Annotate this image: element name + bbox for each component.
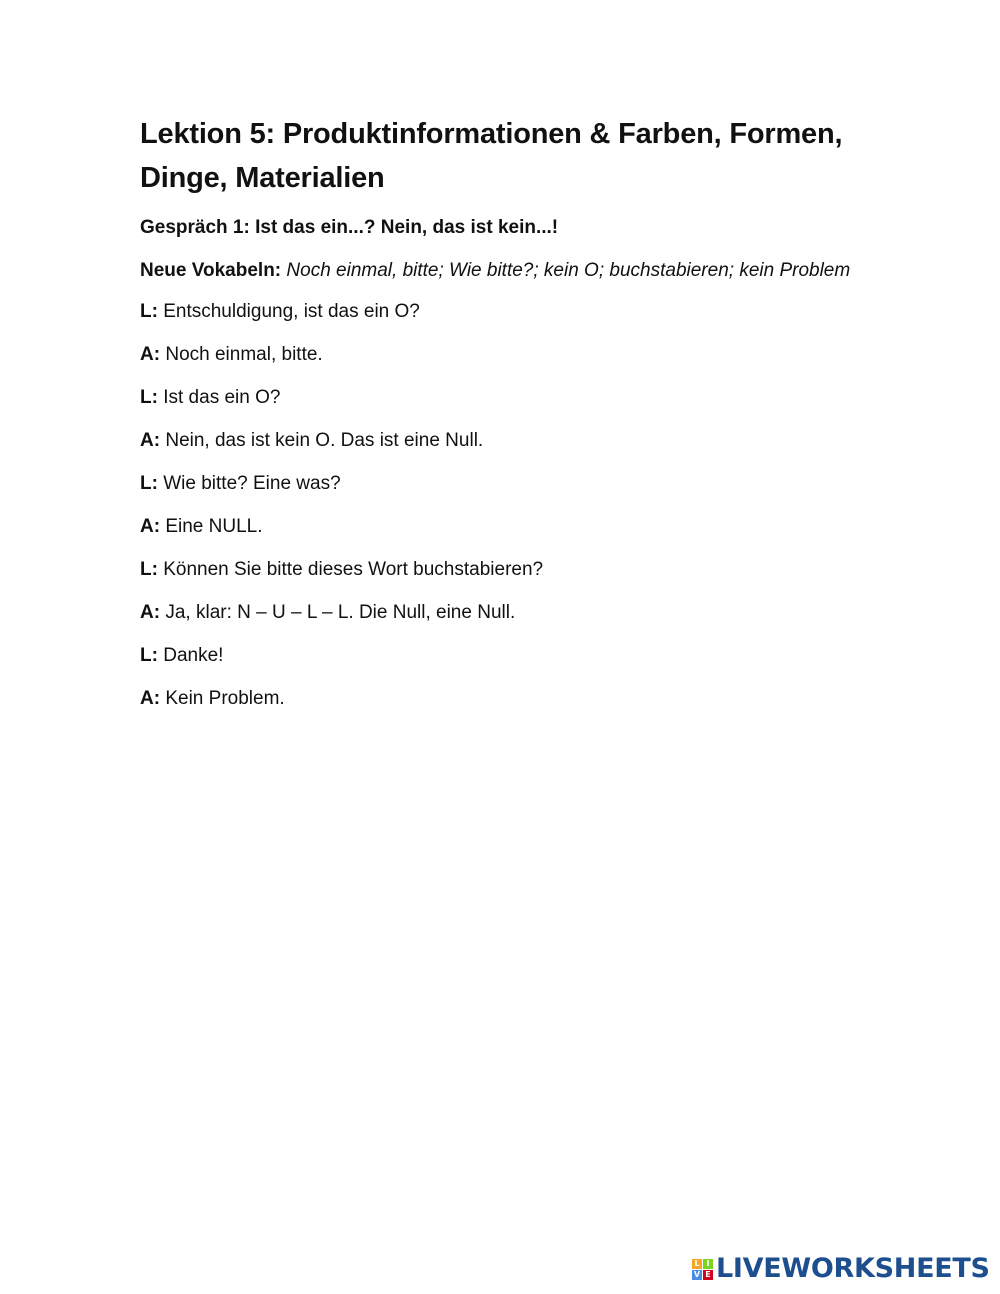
dialogue-line (140, 384, 870, 412)
logo-text: LIVEWORKSHEETS (716, 1253, 990, 1284)
vocabulary-label: Neue Vokabeln: (140, 260, 282, 281)
speaker-label: A: (140, 516, 161, 537)
speaker-label: L: (140, 645, 158, 666)
dialogue-text: Noch einmal, bitte. (165, 344, 323, 365)
vocabulary-line (140, 256, 870, 286)
dialogue-line (140, 427, 870, 455)
dialogue-text: Können Sie bitte dieses Wort buchstabieren? (163, 559, 544, 580)
dialogue-line (140, 599, 870, 627)
dialogue-text: Ist das ein O? (163, 387, 281, 408)
dialogue-line (140, 341, 870, 369)
speaker-label: A: (140, 688, 161, 709)
speaker-label: L: (140, 387, 158, 408)
dialogue-text: Eine NULL. (165, 516, 263, 537)
dialogue-text: Entschuldigung, ist das ein O? (163, 301, 420, 322)
page-title: Lektion 5: Produktinformationen & Farben, Formen, Dinge, Materialien (140, 118, 843, 194)
speaker-label: L: (140, 301, 158, 322)
dialogue-line (140, 513, 870, 541)
liveworksheets-logo (692, 1254, 990, 1284)
worksheet-page (140, 112, 870, 728)
speaker-label: L: (140, 559, 158, 580)
dialogue-text: Kein Problem. (165, 688, 285, 709)
speaker-label: A: (140, 430, 161, 451)
dialogue-text: Wie bitte? Eine was? (163, 473, 341, 494)
dialogue-line (140, 642, 870, 670)
dialogue-line (140, 685, 870, 713)
dialogue-line (140, 470, 870, 498)
dialogue-text: Nein, das ist kein O. Das ist eine Null. (165, 430, 484, 451)
dialogue-line (140, 298, 870, 326)
speaker-label: A: (140, 344, 161, 365)
conversation-heading: Gespräch 1: Ist das ein...? Nein, das ist kein...! (140, 217, 559, 238)
speaker-label: A: (140, 602, 161, 623)
dialogue-text: Danke! (163, 645, 224, 666)
dialogue-line (140, 556, 870, 584)
logo-mark-icon: L I V E (692, 1259, 713, 1280)
vocabulary-text: Noch einmal, bitte; Wie bitte?; kein O; buchstabieren; kein Problem (286, 260, 851, 281)
speaker-label: L: (140, 473, 158, 494)
dialogue-text: Ja, klar: N – U – L – L. Die Null, eine Null. (165, 602, 516, 623)
